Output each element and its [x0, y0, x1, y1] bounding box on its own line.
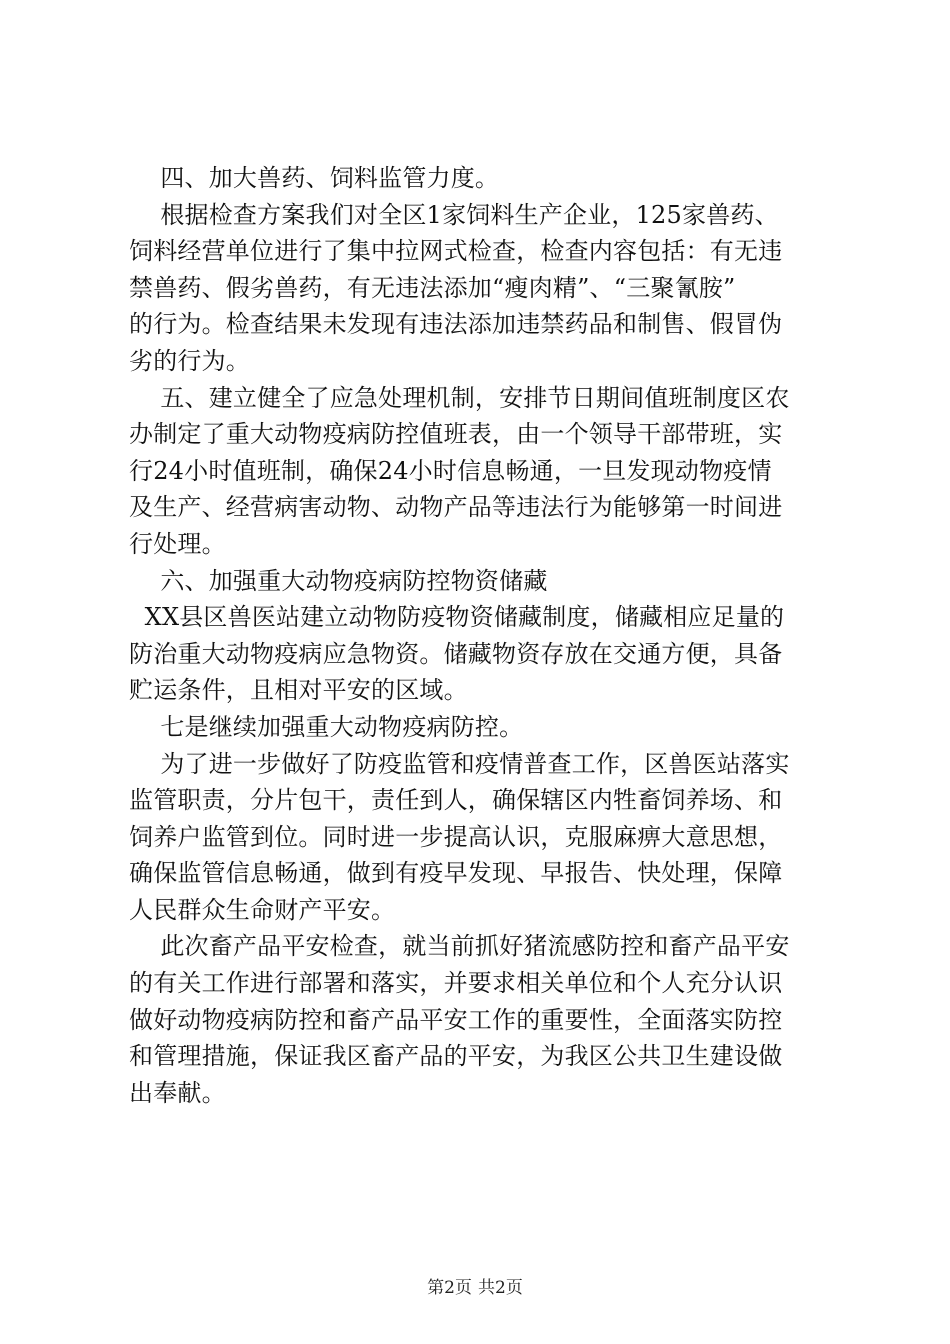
text-line: 和管理措施，保证我区畜产品的平安，为我区公共卫生建设做 [129, 1042, 783, 1071]
text-line: 此次畜产品平安检查，就当前抓好猪流感防控和畜产品平安 [129, 932, 790, 961]
text-line: 办制定了重大动物疫病防控值班表，由一个领导干部带班，实 [129, 420, 783, 449]
text-line: 贮运条件，且相对平安的区域。 [129, 676, 468, 705]
text-line: 做好动物疫病防控和畜产品平安工作的重要性，全面落实防控 [129, 1005, 783, 1034]
text-line: 出奉献。 [129, 1078, 226, 1107]
page-number: 第2页 [427, 1278, 472, 1298]
text-line: 四、加大兽药、饲料监管力度。 [129, 164, 500, 192]
text-line: 人民群众生命财产平安。 [129, 895, 396, 924]
text-line: XX县区兽医站建立动物防疫物资储藏制度，储藏相应足量的 [129, 603, 785, 632]
text-line: 的行为。检查结果未发现有违法添加违禁药品和制售、假冒伪 [129, 310, 783, 339]
text-line: 的有关工作进行部署和落实，并要求相关单位和个人充分认识 [129, 969, 783, 998]
text-line: 为了进一步做好了防疫监管和疫情普查工作，区兽医站落实 [129, 749, 790, 778]
text-line: 防治重大动物疫病应急物资。储藏物资存放在交通方便，具备 [129, 639, 783, 668]
text-line: 确保监管信息畅通，做到有疫早发现、早报告、快处理，保障 [129, 859, 783, 888]
text-line: 行处理。 [129, 529, 226, 558]
text-line: 监管职责，分片包干，责任到人，确保辖区内牲畜饲养场、和 [129, 786, 783, 815]
text-line: 劣的行为。 [129, 346, 250, 375]
text-line: 饲养户监管到位。同时进一步提高认识，克服麻痹大意思想， [129, 822, 783, 851]
text-line: 禁兽药、假劣兽药，有无违法添加“瘦肉精”、“三聚氰胺” [129, 273, 736, 302]
page-total: 共2页 [478, 1278, 523, 1298]
page-footer [0, 1273, 950, 1298]
text-line: 六、加强重大动物疫病防控物资储藏 [129, 566, 548, 595]
text-line: 行24小时值班制，确保24小时信息畅通，一旦发现动物疫情 [129, 456, 772, 485]
text-line: 七是继续加强重大动物疫病防控。 [129, 712, 524, 741]
text-line: 饲料经营单位进行了集中拉网式检查，检查内容包括：有无违 [129, 237, 783, 266]
text-line: 根据检查方案我们对全区1家饲料生产企业，125家兽药、 [129, 200, 779, 229]
text-line: 五、建立健全了应急处理机制，安排节日期间值班制度区农 [129, 383, 790, 412]
document-body [129, 160, 833, 1111]
text-line: 及生产、经营病害动物、动物产品等违法行为能够第一时间进 [129, 493, 783, 522]
